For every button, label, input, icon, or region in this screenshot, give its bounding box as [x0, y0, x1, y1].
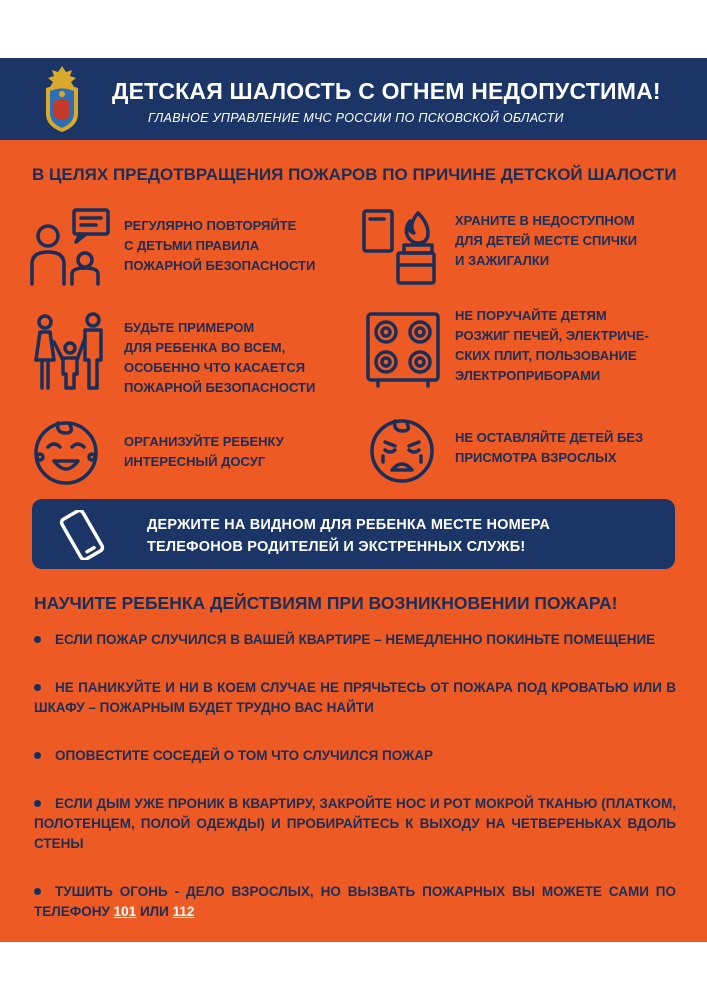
happy-child-icon — [30, 415, 102, 487]
smartphone-icon — [58, 510, 106, 560]
tip-no-stoves: НЕ ПОРУЧАЙТЕ ДЕТЯМ РОЗЖИГ ПЕЧЕЙ, ЭЛЕКТРИЧЕ- СКИХ ПЛИТ, ПОЛЬЗОВАНИЕ ЭЛЕКТРОПРИБОРАМИ — [455, 308, 649, 383]
bullet-icon — [34, 752, 41, 759]
bullet-icon — [34, 636, 41, 643]
stove-icon — [364, 310, 442, 388]
parent-child-talk-icon — [30, 208, 112, 286]
phone-number-112: 112 — [172, 904, 195, 919]
page-subtitle: ГЛАВНОЕ УПРАВЛЕНИЕ МЧС РОССИИ ПО ПСКОВСКОЙ ОБЛАСТИ — [148, 111, 564, 125]
family-icon — [30, 312, 110, 392]
list-item: ТУШИТЬ ОГОНЬ - ДЕЛО ВЗРОСЛЫХ, НО ВЫЗВАТЬ ПОЖАРНЫХ ВЫ МОЖЕТЕ САМИ ПО ТЕЛЕФОНУ 101 ИЛИ 112 — [34, 884, 676, 919]
bullet-icon — [34, 684, 41, 691]
mchs-emblem-icon — [40, 64, 84, 136]
tip-leisure: ОРГАНИЗУЙТЕ РЕБЕНКУ ИНТЕРЕСНЫЙ ДОСУГ — [124, 434, 284, 469]
list-item: ЕСЛИ ДЫМ УЖЕ ПРОНИК В КВАРТИРУ, ЗАКРОЙТЕ НОС И РОТ МОКРОЙ ТКАНЬЮ (ПЛАТКОМ, ПОЛОТЕНЦЕМ, ПОЛОЙ ОДЕЖДЫ) И ПРОБИРАЙТЕСЬ К ВЫХОДУ НА ЧЕТВЕРЕНЬКАХ ВДОЛЬ СТЕНЫ — [34, 796, 676, 851]
tip-store-matches: ХРАНИТЕ В НЕДОСТУПНОМ ДЛЯ ДЕТЕЙ МЕСТЕ СПИЧКИ И ЗАЖИГАЛКИ — [455, 213, 638, 268]
actions-list — [34, 630, 676, 922]
crying-child-icon — [365, 412, 439, 486]
list-item: ОПОВЕСТИТЕ СОСЕДЕЙ О ТОМ ЧТО СЛУЧИЛСЯ ПОЖАР — [34, 746, 676, 766]
list-item: НЕ ПАНИКУЙТЕ И НИ В КОЕМ СЛУЧАЕ НЕ ПРЯЧЬТЕСЬ ОТ ПОЖАРА ПОД КРОВАТЬЮ ИЛИ В ШКАФУ – ПОЖАРНЫМ БУДЕТ ТРУДНО ВАС НАЙТИ — [34, 680, 676, 715]
bullet-icon — [34, 800, 41, 807]
phone-banner-text: ДЕРЖИТЕ НА ВИДНОМ ДЛЯ РЕБЕНКА МЕСТЕ НОМЕРА ТЕЛЕФОНОВ РОДИТЕЛЕЙ И ЭКСТРЕННЫХ СЛУЖБ! — [147, 517, 551, 555]
page-title: ДЕТСКАЯ ШАЛОСТЬ С ОГНЕМ НЕДОПУСТИМА! — [112, 78, 661, 104]
tip-repeat-rules: РЕГУЛЯРНО ПОВТОРЯЙТЕ С ДЕТЬМИ ПРАВИЛА ПОЖАРНОЙ БЕЗОПАСНОСТИ — [124, 218, 316, 273]
bullet-icon — [34, 888, 41, 895]
matches-lighter-icon — [360, 205, 440, 287]
tip-be-example: БУДЬТЕ ПРИМЕРОМ ДЛЯ РЕБЕНКА ВО ВСЕМ, ОСОБЕННО ЧТО КАСАЕТСЯ ПОЖАРНОЙ БЕЗОПАСНОСТИ — [124, 320, 316, 395]
actions-title: НАУЧИТЕ РЕБЕНКА ДЕЙСТВИЯМ ПРИ ВОЗНИКНОВЕНИИ ПОЖАРА! — [34, 593, 618, 613]
tip-supervision: НЕ ОСТАВЛЯЙТЕ ДЕТЕЙ БЕЗ ПРИСМОТРА ВЗРОСЛЫХ — [455, 430, 644, 465]
phone-number-101: 101 — [113, 904, 137, 919]
list-item: ЕСЛИ ПОЖАР СЛУЧИЛСЯ В ВАШЕЙ КВАРТИРЕ – НЕМЕДЛЕННО ПОКИНЬТЕ ПОМЕЩЕНИЕ — [34, 630, 676, 650]
prevention-title: В ЦЕЛЯХ ПРЕДОТВРАЩЕНИЯ ПОЖАРОВ ПО ПРИЧИНЕ ДЕТСКОЙ ШАЛОСТИ — [32, 165, 677, 184]
